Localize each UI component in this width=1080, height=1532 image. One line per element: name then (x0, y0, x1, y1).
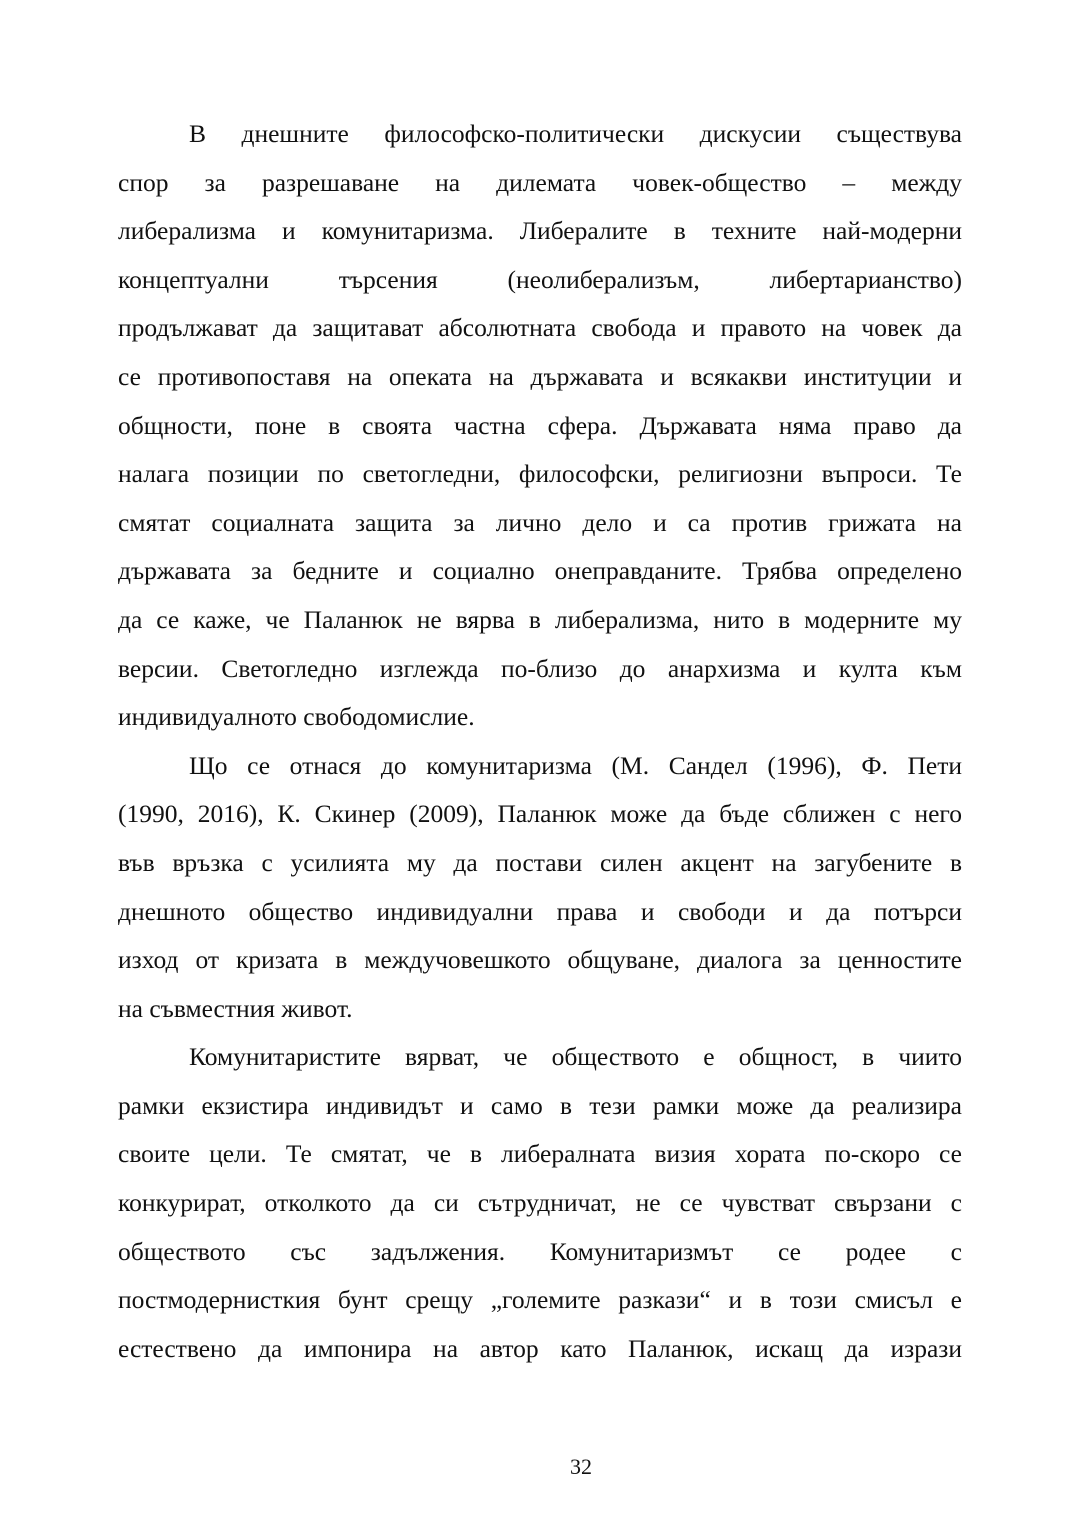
paragraph-2-line-1: Що се отнася до комунитаризма (М. Сандел (1996), Ф. Пети (189, 750, 962, 780)
paragraph-1-line-3: либерализма и комунитаризма. Либералите в техните най-модерни (118, 216, 962, 246)
paragraph-1-line-1: В днешните философско-политически дискусии съществува (189, 119, 962, 148)
paragraph-1-line-13: индивидуалното свободомислие. (118, 702, 475, 732)
paragraph-3-line-5: обществото със задължения. Комунитаризмът се родее с (118, 1236, 962, 1266)
paragraph-2-line-3: във връзка с усилията му да постави силен акцент на загубените в (118, 847, 962, 877)
page-number: 32 (570, 1454, 592, 1479)
paragraph-1-line-4: концептуални търсения (неолиберализъм, либертарианство) (118, 264, 962, 294)
paragraph-1-line-7: общности, поне в своята частна сфера. Държавата няма право да (118, 410, 962, 440)
paragraph-3-line-4: конкурират, отколкото да си сътрудничат, не се чувстват свързани с (118, 1188, 962, 1218)
body-text (118, 110, 962, 1373)
paragraph-1-line-2: спор за разрешаване на дилемата човек-общество – между (118, 167, 962, 197)
paragraph-3-line-7: естествено да импонира на автор като Паланюк, искащ да изрази (118, 1333, 962, 1363)
paragraph-1-line-5: продължават да защитават абсолютната свобода и правото на човек да (118, 313, 962, 343)
paragraph-3-line-3: своите цели. Те смятат, че в либералната визия хората по-скоро се (118, 1139, 962, 1169)
paragraph-1-line-12: версии. Светогледно изглежда по-близо до анархизма и култа към (118, 653, 962, 683)
paragraph-2-line-4: днешното общество индивидуални права и свободи и да потърси (118, 896, 962, 926)
paragraph-2-line-5: изход от кризата в междучовешкото общуване, диалога за ценностите (118, 945, 962, 975)
paragraph-1-line-11: да се каже, че Паланюк не вярва в либерализма, нито в модерните му (118, 604, 962, 634)
paragraph-2-line-2: (1990, 2016), К. Скинер (2009), Паланюк може да бъде сближен с него (118, 799, 962, 829)
paragraph-1-line-6: се противопоставя на опеката на държавата и всякакви институции и (118, 361, 962, 391)
paragraph-1-line-10: държавата за бедните и социално онеправданите. Трябва определено (118, 556, 962, 586)
paragraph-1-line-9: смятат социалната защита за лично дело и са против грижата на (118, 507, 962, 537)
paragraph-3-line-1: Комунитаристите вярват, че обществото е общност, в чиито (189, 1042, 962, 1072)
paragraph-2-line-6: на съвместния живот. (118, 993, 353, 1023)
paragraph-1-line-8: налага позиции по светогледни, философски, религиозни въпроси. Те (118, 459, 962, 489)
paragraph-3-line-2: рамки екзистира индивидът и само в тези рамки може да реализира (118, 1090, 962, 1120)
paragraph-3-line-6: постмодернисткия бунт срещу „големите разкази“ и в този смисъл е (118, 1285, 962, 1315)
